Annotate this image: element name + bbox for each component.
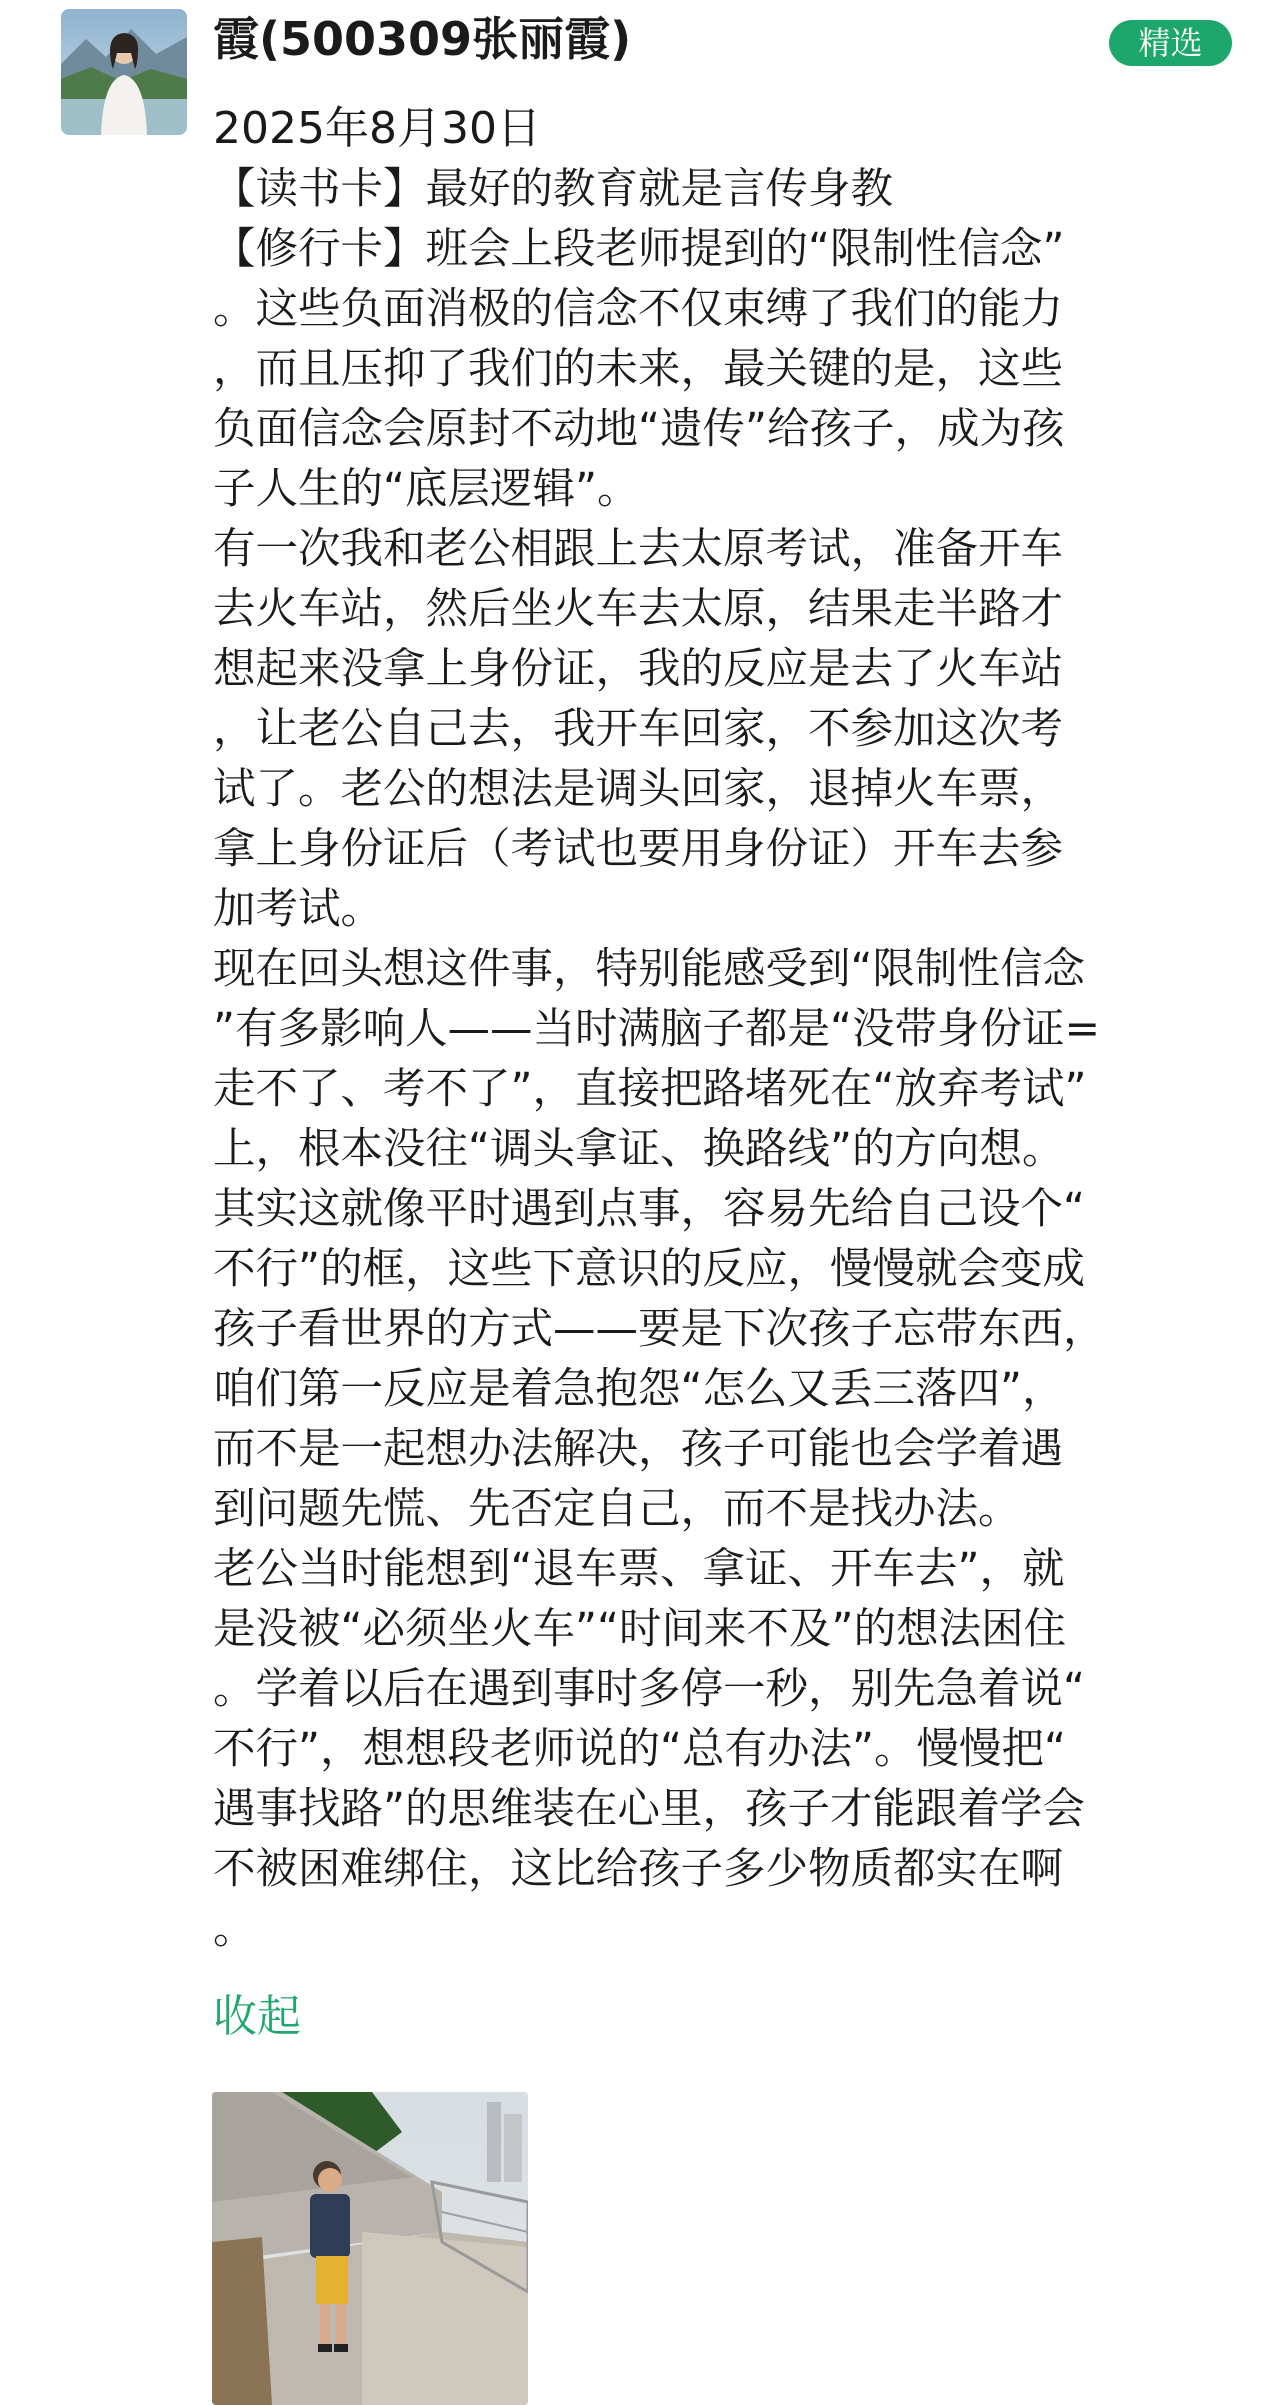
post-line: 咱们第一反应是着急抱怨“怎么又丢三落四”，	[213, 1365, 1065, 1414]
post-line: ，而且压抑了我们的未来，最关键的是，这些	[213, 345, 1064, 394]
post-line: 上，根本没往“调头拿证、换路线”的方向想。	[213, 1125, 1065, 1174]
post-line: 。	[213, 1905, 256, 1954]
post-line: 老公当时能想到“退车票、拿证、开车去”，就	[213, 1545, 1065, 1594]
post-line: 不行”，想想段老师说的“总有办法”。慢慢把“	[213, 1725, 1067, 1774]
post-line: 【修行卡】班会上段老师提到的“限制性信念”	[213, 225, 1065, 274]
post-line: 遇事找路”的思维装在心里，孩子才能跟着学会	[213, 1785, 1086, 1834]
avatar-photo	[61, 9, 187, 135]
post-line: ，让老公自己去，我开车回家，不参加这次考	[213, 705, 1064, 754]
post-line: 到问题先慌、先否定自己，而不是找办法。	[213, 1485, 1021, 1534]
post-line: 而不是一起想办法解决，孩子可能也会学着遇	[213, 1425, 1064, 1474]
collapse-link[interactable]: 收起	[213, 1991, 301, 2042]
post-line: 【读书卡】最好的教育就是言传身教	[213, 165, 894, 214]
post-line: 加考试。	[213, 885, 384, 934]
post-date: 2025年8月30日	[213, 103, 541, 154]
author-name[interactable]: 霞(500309张丽霞)	[213, 12, 632, 66]
post-line: 去火车站，然后坐火车去太原，结果走半路才	[213, 585, 1064, 634]
photo-thumbnail[interactable]	[212, 2092, 528, 2405]
post-line: 。这些负面消极的信念不仅束缚了我们的能力	[213, 285, 1064, 334]
post-line: 其实这就像平时遇到点事，容易先给自己设个“	[213, 1185, 1086, 1234]
post-line: 负面信念会原封不动地“遗传”给孩子，成为孩	[213, 405, 1065, 454]
post-body	[213, 160, 1273, 1960]
post-line: 是没被“必须坐火车”“时间来不及”的想法困住	[213, 1605, 1067, 1654]
featured-badge: 精选	[1109, 20, 1232, 66]
post-line: 走不了、考不了”，直接把路堵死在“放弃考试”	[213, 1065, 1087, 1114]
post-line: 想起来没拿上身份证，我的反应是去了火车站	[213, 645, 1064, 694]
post-line: 拿上身份证后（考试也要用身份证）开车去参	[213, 825, 1064, 874]
post-line: ”有多影响人——当时满脑子都是“没带身份证=	[213, 1005, 1101, 1054]
avatar[interactable]	[61, 9, 187, 135]
post-line: 现在回头想这件事，特别能感受到“限制性信念	[213, 945, 1086, 994]
post-line: 。学着以后在遇到事时多停一秒，别先急着说“	[213, 1665, 1086, 1714]
photo-thumbnail-image	[212, 2092, 528, 2405]
post-line: 不被困难绑住，这比给孩子多少物质都实在啊	[213, 1845, 1064, 1894]
post-line: 试了。老公的想法是调头回家，退掉火车票，	[213, 765, 1064, 814]
post-line: 有一次我和老公相跟上去太原考试，准备开车	[213, 525, 1064, 574]
post-line: 子人生的“底层逻辑”。	[213, 465, 640, 514]
post-line: 孩子看世界的方式——要是下次孩子忘带东西，	[213, 1305, 1106, 1354]
post-line: 不行”的框，这些下意识的反应，慢慢就会变成	[213, 1245, 1086, 1294]
